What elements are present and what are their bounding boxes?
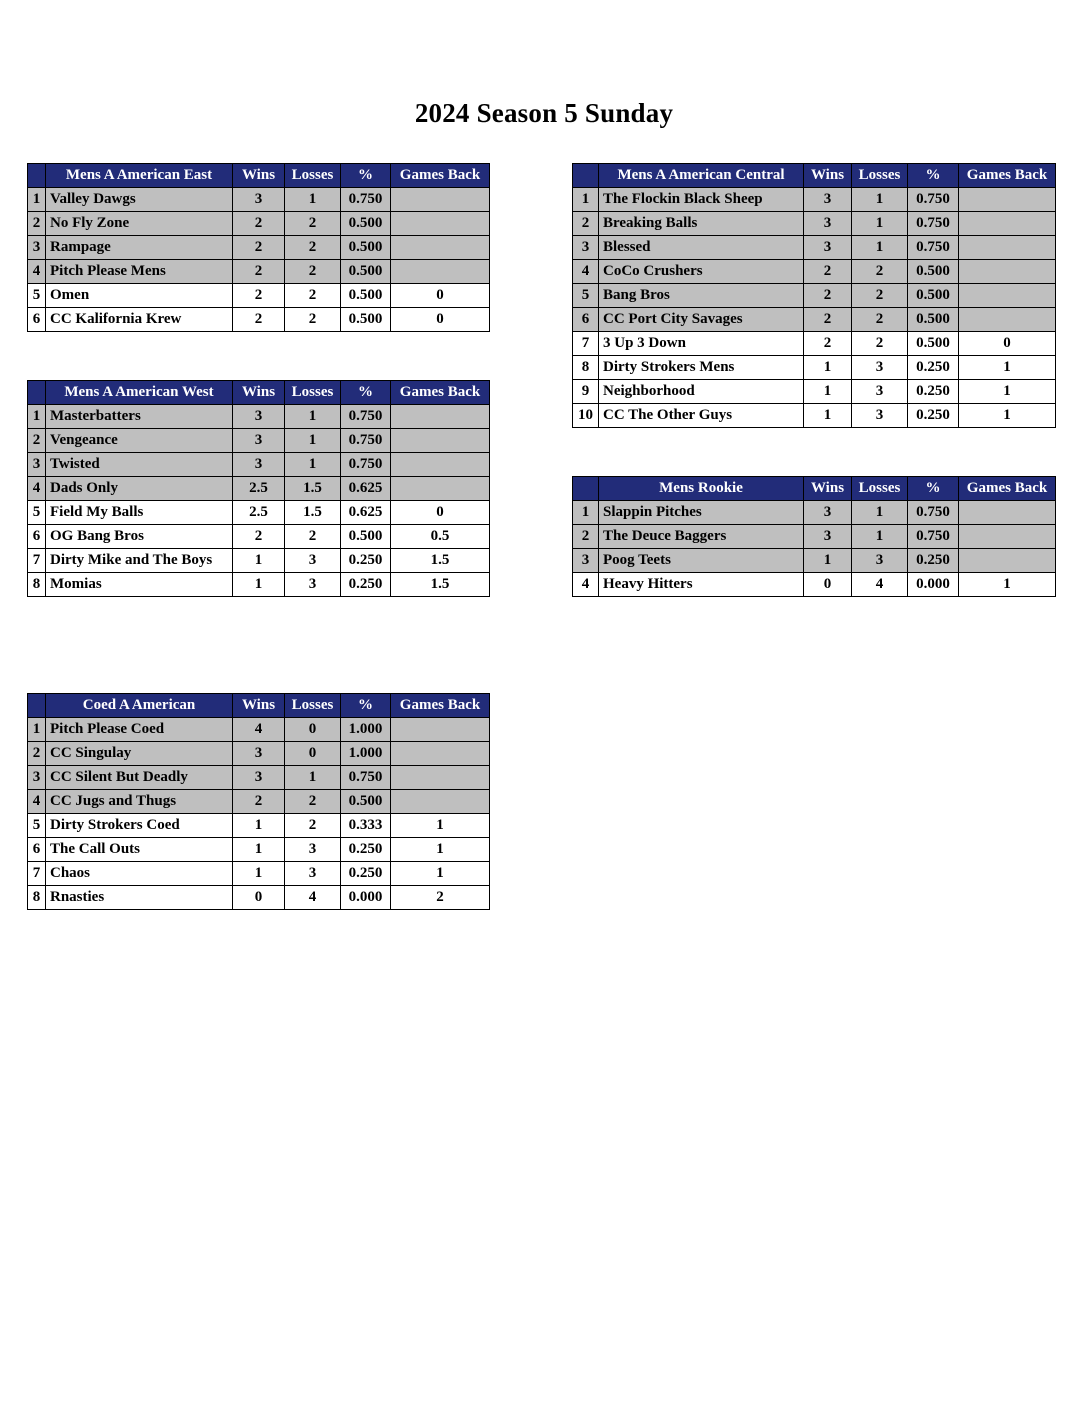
wins-cell: 2 [233,308,285,332]
header-games-back: Games Back [391,694,490,718]
table-row [28,501,490,525]
losses-cell: 1 [852,236,908,260]
games-back-cell: 1 [959,573,1056,597]
wins-cell: 3 [233,429,285,453]
losses-cell: 1 [852,501,908,525]
standings-table-mens-a-american-west [27,380,490,597]
rank-cell: 3 [28,766,46,790]
rank-cell: 7 [28,862,46,886]
games-back-cell: 0 [391,501,490,525]
wins-cell: 1 [233,549,285,573]
pct-cell: 0.750 [341,766,391,790]
losses-cell: 2 [852,308,908,332]
losses-cell: 4 [285,886,341,910]
wins-cell: 2 [804,260,852,284]
rank-cell: 2 [28,429,46,453]
rank-cell: 4 [573,573,599,597]
games-back-cell: 1 [391,814,490,838]
rank-cell: 4 [28,790,46,814]
wins-cell: 2 [804,332,852,356]
team-name-cell: Masterbatters [46,405,233,429]
pct-cell: 0.750 [908,525,959,549]
games-back-cell [391,260,490,284]
wins-cell: 1 [233,838,285,862]
rank-cell: 7 [573,332,599,356]
wins-cell: 3 [233,188,285,212]
header-wins: Wins [233,381,285,405]
games-back-cell: 1 [959,404,1056,428]
page-title: 2024 Season 5 Sunday [414,98,674,128]
wins-cell: 2 [233,525,285,549]
header-league-name: Coed A American [46,694,233,718]
losses-cell: 1 [285,766,341,790]
rank-cell: 5 [28,501,46,525]
games-back-cell: 1 [959,380,1056,404]
rank-cell: 6 [28,525,46,549]
table-row [573,188,1056,212]
team-name-cell: The Flockin Black Sheep [599,188,804,212]
losses-cell: 3 [285,549,341,573]
games-back-cell [391,790,490,814]
header-rank-cell [573,477,599,501]
table-row [573,308,1056,332]
pct-cell: 0.500 [341,212,391,236]
games-back-cell: 1 [391,862,490,886]
table-row [28,260,490,284]
header-row [28,381,490,405]
table-row [573,549,1056,573]
team-name-cell: CC Port City Savages [599,308,804,332]
team-name-cell: Neighborhood [599,380,804,404]
header-league-name: Mens A American Central [599,164,804,188]
rank-cell: 9 [573,380,599,404]
rank-cell: 5 [28,284,46,308]
games-back-cell [391,236,490,260]
wins-cell: 3 [804,501,852,525]
rank-cell: 10 [573,404,599,428]
wins-cell: 1 [804,380,852,404]
header-games-back: Games Back [959,477,1056,501]
header-losses: Losses [852,477,908,501]
games-back-cell [391,188,490,212]
wins-cell: 3 [233,405,285,429]
losses-cell: 2 [852,284,908,308]
rank-cell: 2 [573,212,599,236]
games-back-cell: 1.5 [391,549,490,573]
table-row [28,453,490,477]
pct-cell: 0.500 [908,260,959,284]
pct-cell: 0.500 [341,284,391,308]
games-back-cell: 0 [959,332,1056,356]
table-row [28,790,490,814]
team-name-cell: Dirty Strokers Coed [46,814,233,838]
standings-table-coed-a-american [27,693,490,910]
standings-table-container-coed-a-american [27,693,490,910]
wins-cell: 2 [233,212,285,236]
wins-cell: 3 [804,188,852,212]
table-row [28,236,490,260]
pct-cell: 0.750 [341,429,391,453]
header-pct: % [341,694,391,718]
pct-cell: 0.250 [341,838,391,862]
losses-cell: 1 [285,453,341,477]
rank-cell: 8 [28,573,46,597]
wins-cell: 2 [233,260,285,284]
table-row [573,501,1056,525]
team-name-cell: Twisted [46,453,233,477]
wins-cell: 1 [804,356,852,380]
wins-cell: 0 [804,573,852,597]
rank-cell: 1 [573,188,599,212]
rank-cell: 3 [573,236,599,260]
header-losses: Losses [285,694,341,718]
pct-cell: 0.500 [341,308,391,332]
team-name-cell: Valley Dawgs [46,188,233,212]
header-pct: % [908,477,959,501]
header-losses: Losses [285,164,341,188]
header-games-back: Games Back [391,164,490,188]
table-row [28,766,490,790]
pct-cell: 0.750 [341,405,391,429]
games-back-cell: 1 [959,356,1056,380]
wins-cell: 1 [233,862,285,886]
team-name-cell: CoCo Crushers [599,260,804,284]
standings-table-container-mens-rookie [572,476,1056,597]
team-name-cell: The Call Outs [46,838,233,862]
games-back-cell [959,212,1056,236]
table-row [573,236,1056,260]
wins-cell: 2 [233,284,285,308]
rank-cell: 2 [28,742,46,766]
losses-cell: 2 [285,814,341,838]
games-back-cell [959,549,1056,573]
table-row [28,477,490,501]
team-name-cell: CC Jugs and Thugs [46,790,233,814]
losses-cell: 2 [852,260,908,284]
games-back-cell [959,501,1056,525]
rank-cell: 3 [28,236,46,260]
rank-cell: 1 [28,188,46,212]
pct-cell: 0.500 [341,260,391,284]
losses-cell: 2 [285,236,341,260]
losses-cell: 2 [852,332,908,356]
wins-cell: 2 [233,236,285,260]
wins-cell: 1 [804,404,852,428]
rank-cell: 4 [573,260,599,284]
losses-cell: 2 [285,790,341,814]
pct-cell: 0.750 [908,501,959,525]
losses-cell: 3 [852,549,908,573]
table-row [573,573,1056,597]
table-row [28,862,490,886]
rank-cell: 8 [573,356,599,380]
header-pct: % [341,381,391,405]
games-back-cell [959,188,1056,212]
losses-cell: 4 [852,573,908,597]
team-name-cell: Dads Only [46,477,233,501]
pct-cell: 0.500 [908,332,959,356]
standings-table-container-mens-a-american-central [572,163,1056,428]
table-row [28,886,490,910]
pct-cell: 0.333 [341,814,391,838]
header-games-back: Games Back [959,164,1056,188]
losses-cell: 2 [285,284,341,308]
table-row [28,573,490,597]
team-name-cell: The Deuce Baggers [599,525,804,549]
team-name-cell: Slappin Pitches [599,501,804,525]
pct-cell: 0.500 [341,790,391,814]
wins-cell: 1 [233,573,285,597]
header-row [573,164,1056,188]
header-row [573,477,1056,501]
header-league-name: Mens Rookie [599,477,804,501]
header-losses: Losses [852,164,908,188]
header-wins: Wins [804,477,852,501]
losses-cell: 2 [285,308,341,332]
losses-cell: 3 [852,356,908,380]
rank-cell: 3 [28,453,46,477]
pct-cell: 0.000 [341,886,391,910]
header-league-name: Mens A American East [46,164,233,188]
games-back-cell [959,236,1056,260]
wins-cell: 2.5 [233,477,285,501]
pct-cell: 0.750 [908,188,959,212]
wins-cell: 2 [804,284,852,308]
wins-cell: 3 [233,453,285,477]
games-back-cell: 1 [391,838,490,862]
team-name-cell: CC Singulay [46,742,233,766]
team-name-cell: Blessed [599,236,804,260]
wins-cell: 1 [804,549,852,573]
games-back-cell [959,260,1056,284]
team-name-cell: Bang Bros [599,284,804,308]
team-name-cell: Pitch Please Coed [46,718,233,742]
pct-cell: 0.250 [908,356,959,380]
losses-cell: 0 [285,742,341,766]
losses-cell: 1 [852,212,908,236]
header-pct: % [908,164,959,188]
header-league-name: Mens A American West [46,381,233,405]
team-name-cell: Omen [46,284,233,308]
team-name-cell: Rnasties [46,886,233,910]
team-name-cell: Pitch Please Mens [46,260,233,284]
losses-cell: 3 [285,573,341,597]
wins-cell: 3 [233,742,285,766]
losses-cell: 1.5 [285,477,341,501]
rank-cell: 1 [573,501,599,525]
header-row [28,164,490,188]
table-row [28,188,490,212]
pct-cell: 0.000 [908,573,959,597]
games-back-cell: 1.5 [391,573,490,597]
table-row [573,260,1056,284]
rank-cell: 5 [28,814,46,838]
pct-cell: 0.250 [341,862,391,886]
standings-table-container-mens-a-american-west [27,380,490,597]
table-row [28,284,490,308]
rank-cell: 7 [28,549,46,573]
pct-cell: 0.750 [341,188,391,212]
losses-cell: 0 [285,718,341,742]
games-back-cell [391,429,490,453]
table-row [28,718,490,742]
header-wins: Wins [233,694,285,718]
wins-cell: 3 [804,236,852,260]
team-name-cell: 3 Up 3 Down [599,332,804,356]
rank-cell: 2 [28,212,46,236]
table-row [28,742,490,766]
wins-cell: 0 [233,886,285,910]
wins-cell: 3 [804,525,852,549]
team-name-cell: Heavy Hitters [599,573,804,597]
rank-cell: 1 [28,405,46,429]
losses-cell: 3 [852,404,908,428]
wins-cell: 4 [233,718,285,742]
games-back-cell [391,718,490,742]
standings-table-mens-a-american-central [572,163,1056,428]
standings-table-mens-a-american-east [27,163,490,332]
rank-cell: 8 [28,886,46,910]
pct-cell: 0.625 [341,501,391,525]
games-back-cell [391,453,490,477]
games-back-cell: 2 [391,886,490,910]
games-back-cell: 0 [391,308,490,332]
team-name-cell: Vengeance [46,429,233,453]
header-games-back: Games Back [391,381,490,405]
team-name-cell: Field My Balls [46,501,233,525]
table-row [28,838,490,862]
rank-cell: 5 [573,284,599,308]
standings-table-mens-rookie [572,476,1056,597]
pct-cell: 0.500 [908,308,959,332]
rank-cell: 4 [28,477,46,501]
pct-cell: 1.000 [341,718,391,742]
rank-cell: 2 [573,525,599,549]
rank-cell: 6 [573,308,599,332]
header-rank-cell [573,164,599,188]
header-losses: Losses [285,381,341,405]
losses-cell: 2 [285,260,341,284]
games-back-cell: 0 [391,284,490,308]
header-rank-cell [28,694,46,718]
losses-cell: 2 [285,212,341,236]
table-row [28,405,490,429]
team-name-cell: Chaos [46,862,233,886]
team-name-cell: Momias [46,573,233,597]
header-rank-cell [28,164,46,188]
pct-cell: 0.250 [341,573,391,597]
games-back-cell [391,212,490,236]
table-row [573,332,1056,356]
losses-cell: 2 [285,525,341,549]
wins-cell: 3 [233,766,285,790]
table-row [28,814,490,838]
losses-cell: 1 [852,188,908,212]
team-name-cell: Dirty Mike and The Boys [46,549,233,573]
pct-cell: 0.250 [908,549,959,573]
rank-cell: 6 [28,308,46,332]
header-row [28,694,490,718]
rank-cell: 6 [28,838,46,862]
losses-cell: 1 [285,429,341,453]
pct-cell: 0.250 [908,380,959,404]
standings-table-container-mens-a-american-east [27,163,490,332]
header-wins: Wins [804,164,852,188]
header-rank-cell [28,381,46,405]
games-back-cell [391,477,490,501]
table-row [28,308,490,332]
table-row [573,404,1056,428]
pct-cell: 0.500 [341,236,391,260]
table-row [573,525,1056,549]
losses-cell: 3 [285,862,341,886]
table-row [28,212,490,236]
table-row [28,525,490,549]
rank-cell: 3 [573,549,599,573]
header-wins: Wins [233,164,285,188]
wins-cell: 2.5 [233,501,285,525]
losses-cell: 3 [285,838,341,862]
pct-cell: 0.500 [341,525,391,549]
games-back-cell: 0.5 [391,525,490,549]
games-back-cell [959,284,1056,308]
header-pct: % [341,164,391,188]
table-row [28,429,490,453]
wins-cell: 2 [804,308,852,332]
losses-cell: 1.5 [285,501,341,525]
rank-cell: 1 [28,718,46,742]
pct-cell: 0.750 [341,453,391,477]
pct-cell: 0.750 [908,212,959,236]
table-row [573,356,1056,380]
losses-cell: 1 [285,405,341,429]
table-row [573,380,1056,404]
games-back-cell [391,405,490,429]
games-back-cell [959,525,1056,549]
pct-cell: 0.500 [908,284,959,308]
team-name-cell: CC Kalifornia Krew [46,308,233,332]
pct-cell: 1.000 [341,742,391,766]
table-row [573,212,1056,236]
losses-cell: 1 [285,188,341,212]
team-name-cell: OG Bang Bros [46,525,233,549]
pct-cell: 0.625 [341,477,391,501]
team-name-cell: CC The Other Guys [599,404,804,428]
team-name-cell: CC Silent But Deadly [46,766,233,790]
team-name-cell: Dirty Strokers Mens [599,356,804,380]
wins-cell: 2 [233,790,285,814]
pct-cell: 0.750 [908,236,959,260]
games-back-cell [391,742,490,766]
rank-cell: 4 [28,260,46,284]
team-name-cell: Poog Teets [599,549,804,573]
team-name-cell: Breaking Balls [599,212,804,236]
games-back-cell [959,308,1056,332]
table-row [28,549,490,573]
team-name-cell: No Fly Zone [46,212,233,236]
losses-cell: 3 [852,380,908,404]
losses-cell: 1 [852,525,908,549]
games-back-cell [391,766,490,790]
wins-cell: 3 [804,212,852,236]
team-name-cell: Rampage [46,236,233,260]
pct-cell: 0.250 [908,404,959,428]
wins-cell: 1 [233,814,285,838]
table-row [573,284,1056,308]
pct-cell: 0.250 [341,549,391,573]
